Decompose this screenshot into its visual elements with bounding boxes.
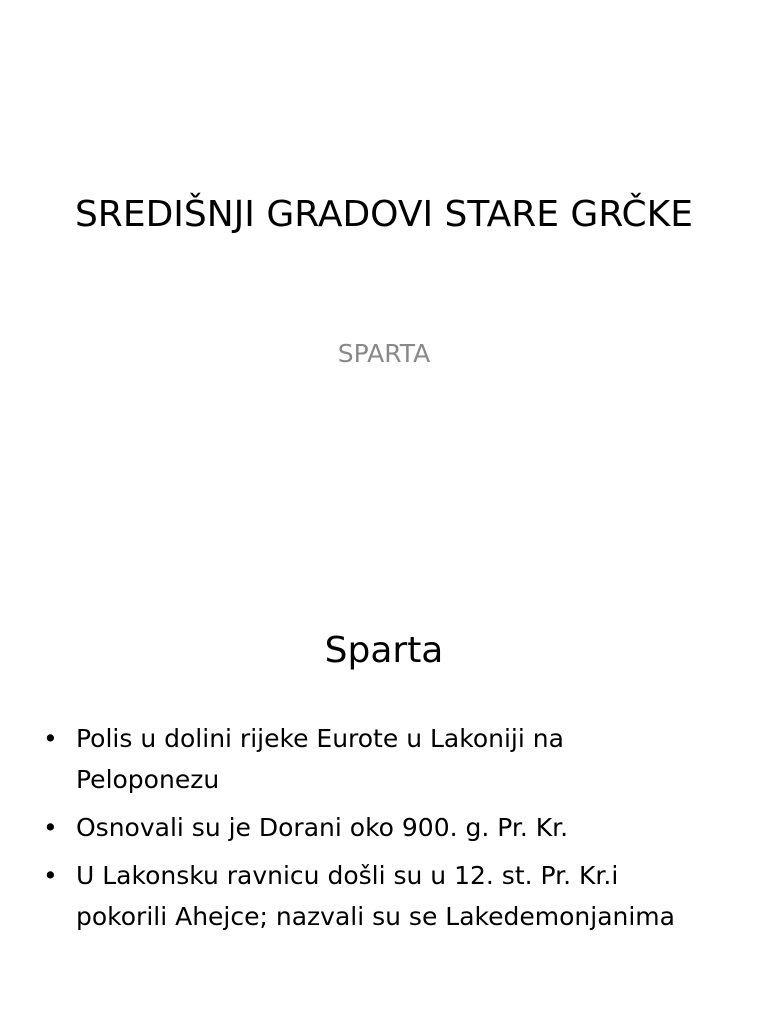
- bullet-item: [38, 718, 698, 800]
- slide-subtitle: SPARTA: [337, 339, 431, 368]
- slide-title: Sparta: [324, 630, 444, 671]
- bullet-icon: •: [43, 724, 58, 753]
- bullet-text: Osnovali su je Dorani oko 900. g. Pr. Kr.: [76, 813, 569, 842]
- slide-title: SREDIŠNJI GRADOVI STARE GRČKE: [74, 194, 694, 235]
- bullet-text: Polis u dolini rijeke Eurote u Lakoniji na Peloponezu: [76, 724, 564, 794]
- content-slide: [0, 512, 768, 1024]
- bullet-item: [38, 855, 698, 937]
- bullet-icon: •: [43, 813, 58, 842]
- bullet-icon: •: [43, 861, 58, 890]
- bullet-list: [38, 718, 698, 944]
- bullet-item: [38, 807, 698, 848]
- bullet-text: U Lakonsku ravnicu došli su u 12. st. Pr. Kr.i pokorili Ahejce; nazvali su se Lakedemonjanima: [76, 861, 675, 931]
